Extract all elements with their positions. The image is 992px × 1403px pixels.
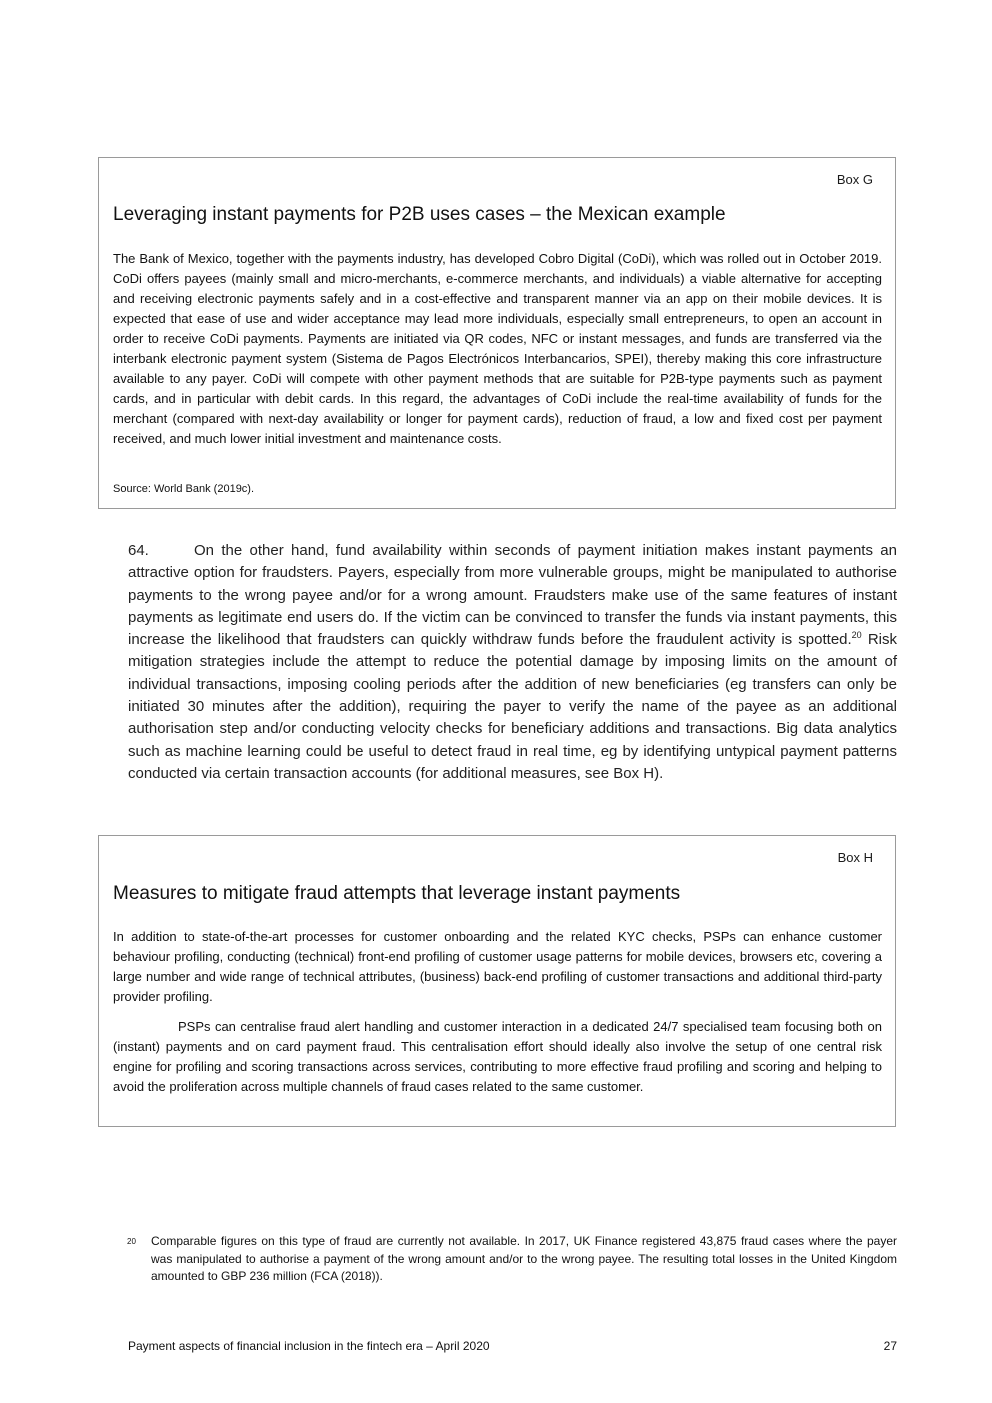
footer-title: Payment aspects of financial inclusion in the fintech era – April 2020 (128, 1339, 490, 1353)
footnote-text: Comparable figures on this type of fraud are currently not available. In 2017, UK Finance registered 43,875 fraud cases where the payer was manipulated to authorise a payment of the wrong amount and/or to the wrong payee. The resulting total losses in the United Kingdom amounted to GBP 236 million (FCA (2018)). (151, 1234, 897, 1283)
box-h-body-1: In addition to state-of-the-art processes for customer onboarding and the related KYC checks, PSPs can enhance customer behaviour profiling, conducting (technical) front-end profiling of customer usage patterns for mobile devices, browsers etc, covering a large number and wide range of technical attributes, (business) back-end profiling of customer transactions and additional third-party provider profiling. (113, 929, 882, 1004)
box-g (98, 157, 896, 509)
paragraph-number: 64. (128, 542, 149, 559)
box-h-label: Box H (837, 850, 873, 865)
box-g-title: Leveraging instant payments for P2B uses cases – the Mexican example (113, 204, 726, 225)
box-h (98, 835, 896, 1127)
box-g-body: The Bank of Mexico, together with the payments industry, has developed Cobro Digital (CoDi), which was rolled out in October 2019. CoDi offers payees (mainly small and micro-merchants, e-commerce merchants, and individuals) a viable alternative for accepting and receiving electronic payments safely and in a cost-effective and transparent manner via an app on their mobile devices. It is expected that ease of use and wider acceptance may lead more individuals, especially small entrepreneurs, to open an account in order to receive CoDi payments. Payments are initiated via QR codes, NFC or instant messages, and funds are transferred via the interbank electronic payment system (Sistema de Pagos Electrónicos Interbancarios, SPEI), thereby making this core infrastructure available to any payer. CoDi will compete with other payment methods that are suitable for P2B-type payments such as payment cards, and in particular with debit cards. In this regard, the advantages of CoDi include the real-time availability of funds for the merchant (compared with next-day availability or longer for payment cards), reduction of fraud, a low and fixed cost per payment received, and much lower initial investment and maintenance costs. (113, 251, 882, 446)
paragraph-text-after: Risk mitigation strategies include the attempt to reduce the potential damage by imposing limits on the amount of individual transactions, imposing cooling periods after the addition of new beneficiaries (eg transfers can only be initiated 30 minutes after the addition), requiring the payer to verify the name of the payee as an additional authorisation step and/or conducting velocity checks for beneficiary additions and transactions. Big data analytics such as machine learning could be useful to detect fraud in real time, eg by identifying untypical payment patterns conducted via certain transaction accounts (for additional measures, see Box H). (128, 631, 897, 782)
page-number: 27 (883, 1339, 897, 1353)
box-h-body-2: PSPs can centralise fraud alert handling and customer interaction in a dedicated 24/7 specialised team focusing both on (instant) payments and on card payment fraud. This centralisation effort should ideally also involve the setup of one central risk engine for profiling and scoring transactions across services, contributing to more effective fraud profiling and scoring and helping to avoid the proliferation across multiple channels of fraud cases related to the same customer. (113, 1019, 882, 1094)
footnote-mark: 20 (127, 1237, 136, 1246)
paragraph-text-before: On the other hand, fund availability within seconds of payment initiation makes instant payments an attractive option for fraudsters. Payers, especially from more vulnerable groups, might be manipulated to authorise payments to the wrong payee and/or for a wrong amount. Fraudsters make use of the same features of instant payments as legitimate end users do. If the victim can be convinced to transfer the funds via instant payments, this increase the likelihood that fraudsters can quickly withdraw funds before the fraudulent activity is spotted. (128, 542, 897, 649)
footnote-reference[interactable]: 20 (851, 630, 862, 641)
footnote (127, 1233, 897, 1286)
box-g-source: Source: World Bank (2019c). (113, 483, 255, 495)
box-g-label: Box G (836, 172, 873, 187)
paragraph-64 (128, 540, 897, 785)
box-h-title: Measures to mitigate fraud attempts that leverage instant payments (113, 883, 681, 904)
